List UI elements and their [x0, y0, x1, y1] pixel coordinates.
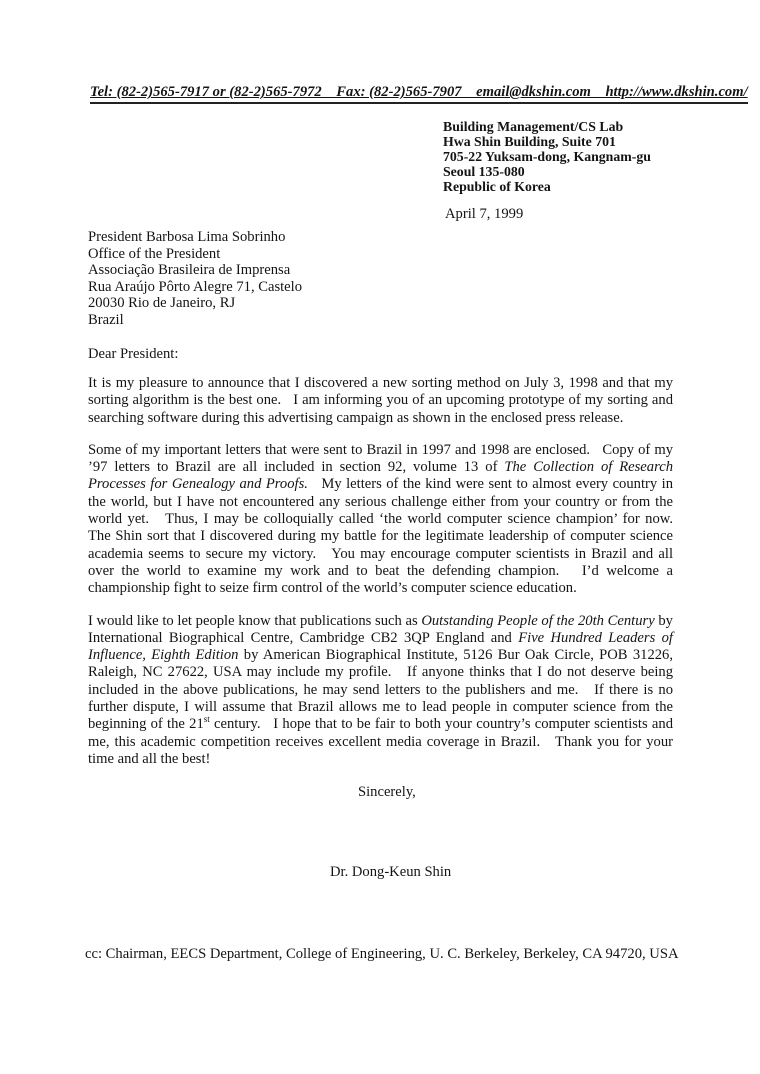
- plain-text: by American Biographical Institute, 5126 Bur Oak Circle, POB 31226, Raleigh, NC 27622, USA may include my profile. If anyone thinks that I do not deserve being included in the above publications, he may send letters to the publishers and me. If there is no further dispute, I will assume that Brazil allows me to lead people in computer science from the beginning of the 21: [88, 647, 677, 733]
- sender-address-line: Seoul 135-080: [443, 164, 525, 179]
- italic-text: Outstanding People of the 20th Century: [421, 612, 655, 629]
- salutation: Dear President:: [88, 346, 179, 362]
- plain-text: Some of my important letters that were sent to Brazil in 1997 and 1998 are enclosed. Copy of my ’97 letters to Brazil are all included in section 92, volume 13 of: [88, 441, 677, 476]
- valediction: Sincerely,: [358, 784, 416, 800]
- date-line: April 7, 1999: [445, 206, 524, 222]
- contact-header-line: Tel: (82-2)565-7917 or (82-2)565-7972 Fax: (82-2)565-7907 email@dkshin.com http://www.dkshin.com/: [90, 84, 748, 104]
- recipient-address-line: Rua Araújo Pôrto Alegre 71, Castelo: [88, 278, 303, 295]
- plain-text: My letters of the kind were sent to almost every country in the world, but I have not encountered any serious challenge either from your country or from the world yet. Thus, I may be colloquially called ‘the world computer science champion’ for now. The Shin sort that I discovered during my battle for the legitimate leadership of computer science academia seems to secure my victory. You may encourage computer scientists in Brazil and all over the world to examine my work and to beat the defending champion. I’d welcome a championship fight to seize firm control of the world’s computer science education.: [88, 476, 684, 597]
- recipient-address-block: [88, 229, 302, 329]
- plain-text: century. I hope that to be fair to both your country’s computer scientists and me, this academic competition receives excellent media coverage in Brazil. Thank you for your time and all the best!: [88, 716, 677, 767]
- recipient-address-line: Office of the President: [88, 245, 221, 262]
- plain-text: I would like to let people know that publications such as: [88, 612, 422, 629]
- sender-address-line: Building Management/CS Lab: [443, 119, 624, 134]
- sender-address-line: Hwa Shin Building, Suite 701: [443, 134, 616, 149]
- letter-body: [88, 375, 684, 783]
- sender-address-line: 705-22 Yuksam-dong, Kangnam-gu: [443, 149, 651, 164]
- paragraph-3: [88, 612, 677, 769]
- sender-address-block: [443, 119, 651, 194]
- plain-text: It is my pleasure to announce that I discovered a new sorting method on July 3, 1998 and that my sorting algorithm is the best one. I am informing you of an upcoming prototype of my sorting and searching software during this advertising campaign as shown in the enclosed press release.: [88, 375, 677, 426]
- cc-line: cc: Chairman, EECS Department, College of Engineering, U. C. Berkeley, Berkeley, CA 94720, USA: [85, 946, 679, 962]
- superscript-text: st: [203, 714, 210, 725]
- signature-name: Dr. Dong-Keun Shin: [330, 864, 452, 880]
- sender-address-line: Republic of Korea: [443, 179, 551, 194]
- paragraph-2: [88, 441, 684, 598]
- italic-text: The Collection of Research Processes for Genealogy and Proofs.: [88, 459, 677, 493]
- italic-text: Five Hundred Leaders of Influence, Eighth Edition: [88, 629, 677, 664]
- recipient-address-line: 20030 Rio de Janeiro, RJ: [88, 295, 236, 312]
- recipient-address-line: President Barbosa Lima Sobrinho: [88, 229, 286, 245]
- recipient-address-line: Associação Brasileira de Imprensa: [88, 262, 291, 279]
- plain-text: by International Biographical Centre, Cambridge CB2 3QP England and: [88, 612, 677, 646]
- recipient-address-line: Brazil: [88, 311, 124, 328]
- paragraph-1: [88, 375, 677, 427]
